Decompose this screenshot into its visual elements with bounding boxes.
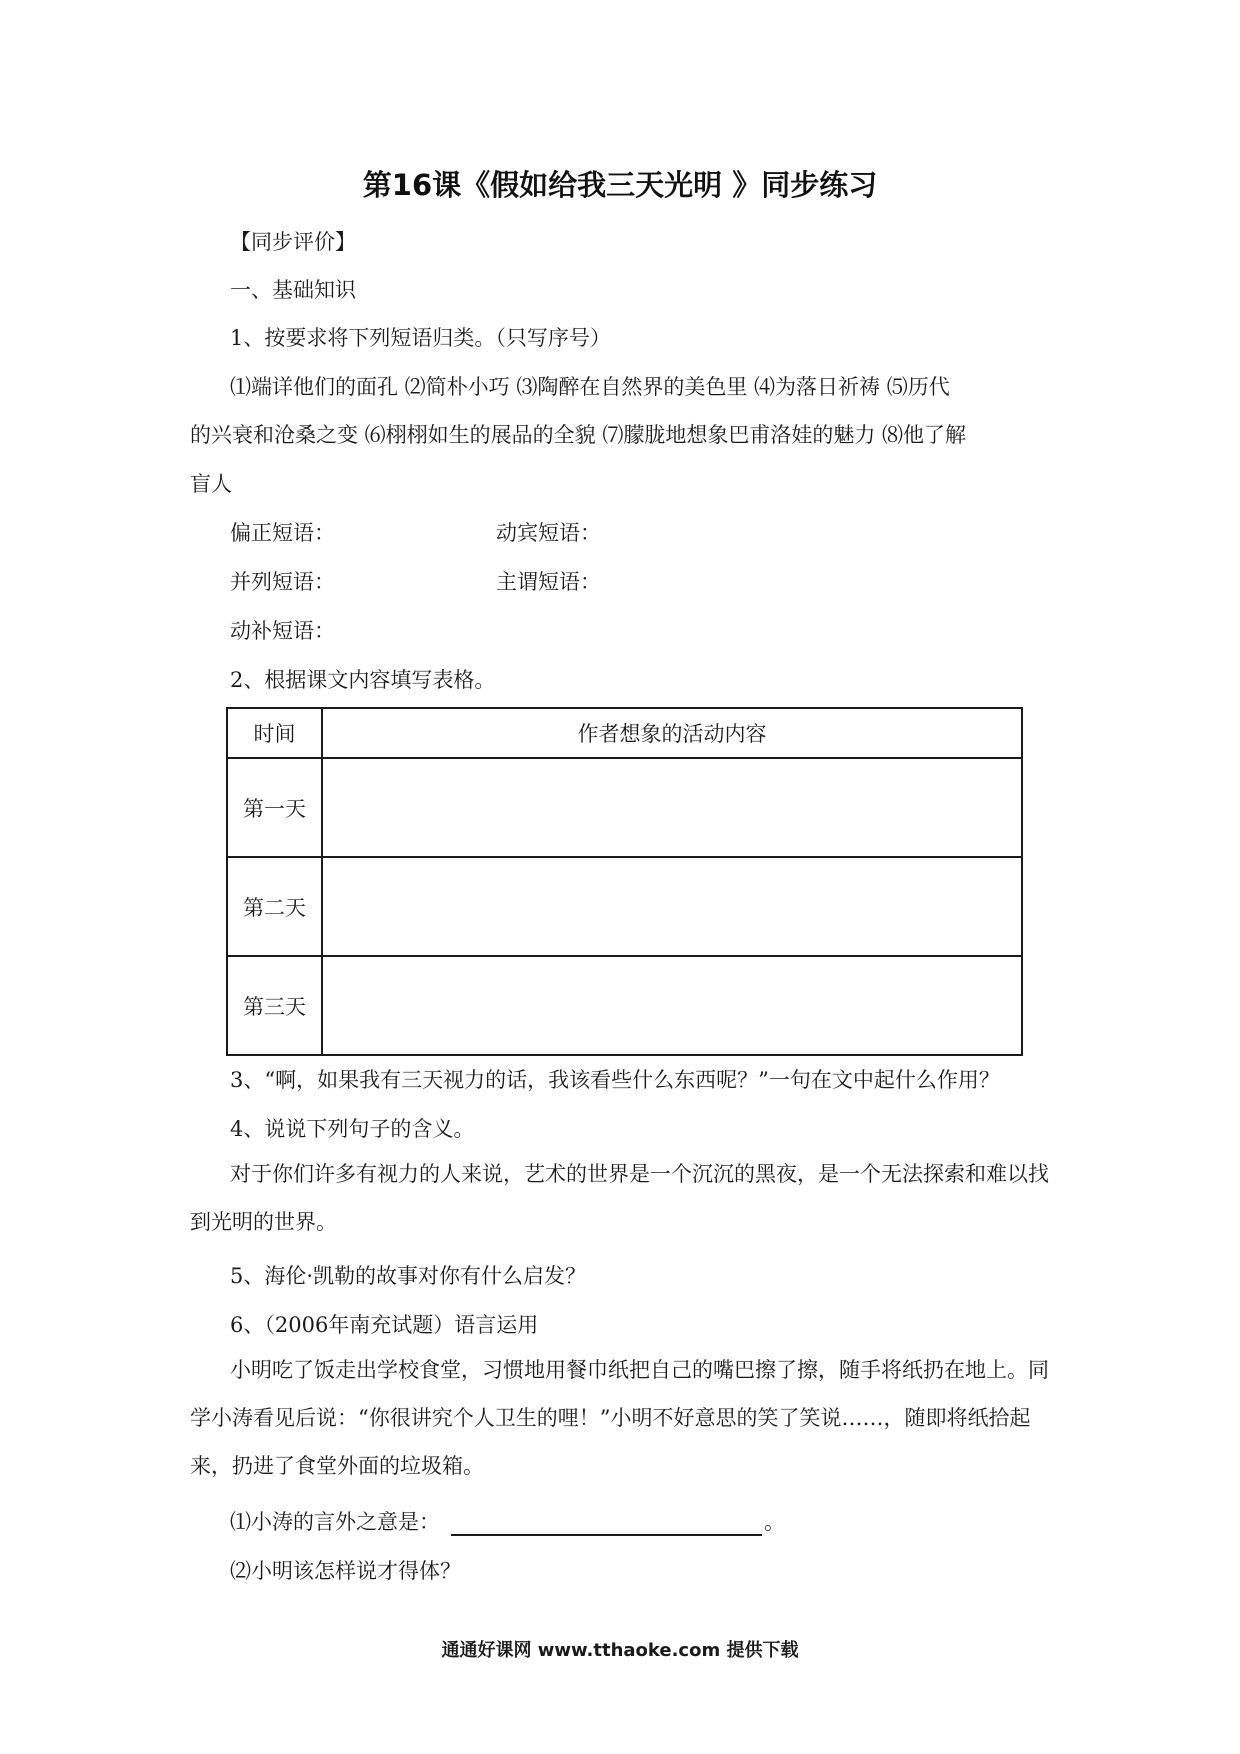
q6-sub1: ⑴小涛的言外之意是： xyxy=(230,1510,440,1534)
category-pianzheng: 偏正短语： xyxy=(230,521,335,545)
q1-items-line3: 盲人 xyxy=(190,472,232,496)
table-day-label: 第二天 xyxy=(227,857,322,956)
q5-text: 5、海伦·凯勒的故事对你有什么启发？ xyxy=(230,1264,587,1288)
table-row xyxy=(227,758,1022,857)
table-header-time: 时间 xyxy=(227,708,322,758)
q6-sub1-end: 。 xyxy=(764,1510,785,1534)
q1-prompt: 1、按要求将下列短语归类。（只写序号） xyxy=(230,326,611,350)
category-binglie: 并列短语： xyxy=(230,570,335,594)
category-dongbu: 动补短语： xyxy=(230,619,335,643)
table-day-label: 第三天 xyxy=(227,956,322,1055)
q4-prompt: 4、说说下列句子的含义。 xyxy=(230,1117,475,1141)
table-header-content: 作者想象的活动内容 xyxy=(322,708,1022,758)
category-zhuwei: 主谓短语： xyxy=(496,570,601,594)
q1-items-line1: ⑴端详他们的面孔 ⑵简朴小巧 ⑶陶醉在自然界的美色里 ⑷为落日祈祷 ⑸历代 xyxy=(230,375,950,399)
q2-prompt: 2、根据课文内容填写表格。 xyxy=(230,668,496,692)
answer-blank-line[interactable] xyxy=(451,1534,762,1536)
table-answer-cell[interactable] xyxy=(322,857,1022,956)
part1-heading: 一、基础知识 xyxy=(230,278,356,302)
q6-sub2: ⑵小明该怎样说才得体？ xyxy=(230,1559,461,1583)
table-day-label: 第一天 xyxy=(227,758,322,857)
table-header-row xyxy=(227,708,1022,758)
page-title: 第16课《假如给我三天光明 》同步练习 xyxy=(362,168,878,202)
footer-credit: 通通好课网 www.tthaoke.com 提供下载 xyxy=(441,1640,799,1661)
table-answer-cell[interactable] xyxy=(322,956,1022,1055)
q6-prompt: 6、（2006年南充试题）语言运用 xyxy=(230,1313,539,1337)
category-dongbin: 动宾短语： xyxy=(496,521,601,545)
activity-table xyxy=(226,707,1023,1056)
table-row xyxy=(227,956,1022,1055)
q4-sentence: 对于你们许多有视力的人来说，艺术的世界是一个沉沉的黑夜，是一个无法探索和难以找到光明的世界。 xyxy=(190,1162,1049,1234)
table-answer-cell[interactable] xyxy=(322,758,1022,857)
table-row xyxy=(227,857,1022,956)
section-header: 【同步评价】 xyxy=(230,230,356,254)
q3-text: 3、“啊，如果我有三天视力的话，我该看些什么东西呢？”一句在文中起什么作用？ xyxy=(230,1068,1000,1092)
q1-items-line2: 的兴衰和沧桑之变 ⑹栩栩如生的展品的全貌 ⑺朦胧地想象巴甫洛娃的魅力 ⑻他了解 xyxy=(190,423,967,447)
q6-passage: 小明吃了饭走出学校食堂，习惯地用餐巾纸把自己的嘴巴擦了擦，随手将纸扔在地上。同学小涛看见后说：“你很讲究个人卫生的哩！”小明不好意思的笑了笑说……，随即将纸拾起来，扔进了食堂外面的垃圾箱。 xyxy=(190,1358,1049,1478)
